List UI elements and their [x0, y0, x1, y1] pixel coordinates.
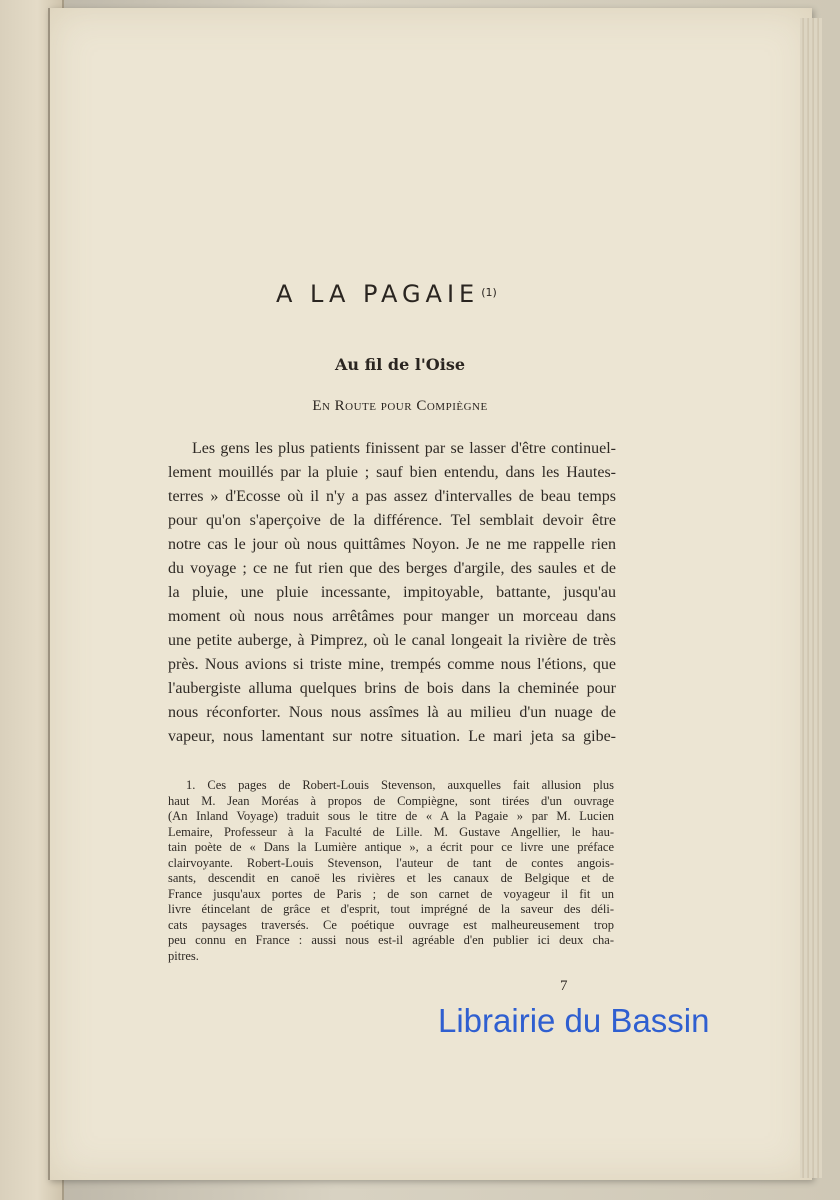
body-line: Les gens les plus patients finissent par se lasser d'être continuel-	[192, 440, 616, 457]
footnote-line: Lemaire, Professeur à la Faculté de Lille. M. Gustave Angellier, le hau-	[168, 824, 614, 839]
body-line: près. Nous avions si triste mine, trempés comme nous l'étions, que	[168, 656, 616, 673]
footnote-line: peu connu en France : aussi nous est-il agréable d'en publier ici deux cha-	[168, 933, 614, 947]
footnote-line: haut M. Jean Moréas à propos de Compiègne, sont tirées d'un ouvrage	[168, 793, 614, 808]
body-line: nous réconforter. Nous nous assîmes là au milieu d'un nuage de	[168, 704, 616, 721]
page-number: 7	[560, 978, 568, 994]
body-line: vapeur, nous lamentant sur notre situation. Le mari jeta sa gibe-	[168, 728, 616, 745]
footnote-line: clairvoyante. Robert-Louis Stevenson, l'auteur de tant de contes angois-	[168, 855, 614, 870]
body-line: lement mouillés par la pluie ; sauf bien entendu, dans les Hautes-	[168, 464, 616, 481]
footnote-line: livre étincelant de grâce et d'esprit, tout imprégné de la saveur des déli-	[168, 902, 614, 916]
seller-watermark: Librairie du Bassin	[438, 1002, 710, 1039]
footnote-line: 1. Ces pages de Robert-Louis Stevenson, auxquelles fait allusion plus	[186, 778, 614, 792]
title-text: A LA PAGAIE	[276, 280, 480, 308]
footnote-marker: (1)	[481, 285, 497, 299]
subtitle: Au fil de l'Oise	[334, 355, 465, 374]
body-line: la pluie, une pluie incessante, impitoyable, battante, jusqu'au	[168, 584, 616, 601]
page-stack-edge	[800, 18, 822, 1178]
body-line: terres » d'Ecosse où il n'y a pas assez d'intervalles de beau temps	[168, 488, 616, 505]
body-line: une petite auberge, à Pimprez, où le canal longeait la rivière de très	[168, 632, 616, 649]
body-line: notre cas le jour où nous quittâmes Noyon. Je ne me rappelle rien	[168, 536, 616, 553]
footnote-line: sants, descendit en canoë les rivières et les canaux de Belgique et de	[168, 871, 614, 885]
footnote-line: pitres.	[168, 948, 199, 963]
footnote-line: tain poète de « Dans la Lumière antique », a écrit pour ce livre une préface	[168, 840, 614, 854]
body-line: l'aubergiste alluma quelques brins de bois dans la cheminée pour	[168, 680, 616, 697]
body-line: du voyage ; ce ne fut rien que des berges d'argile, des saules et de	[168, 560, 616, 577]
footnote-line: cats paysages traversés. Ce poétique ouvrage est malheureusement trop	[168, 917, 614, 932]
body-paragraph	[168, 437, 616, 749]
body-line: pour qu'on s'aperçoive de la différence. Tel semblait devoir être	[168, 512, 616, 529]
body-line: moment où nous nous arrêtâmes pour manger un morceau dans	[168, 608, 616, 625]
footnote-line: France jusqu'aux portes de Paris ; de son carnet de voyageur il fit un	[168, 886, 614, 901]
footnote-line: (An Inland Voyage) traduit sous le titre de « A la Pagaie » par M. Lucien	[168, 809, 614, 823]
footnote-block	[168, 778, 614, 964]
section-heading: En Route pour Compiègne	[312, 398, 488, 414]
chapter-title	[276, 280, 497, 308]
